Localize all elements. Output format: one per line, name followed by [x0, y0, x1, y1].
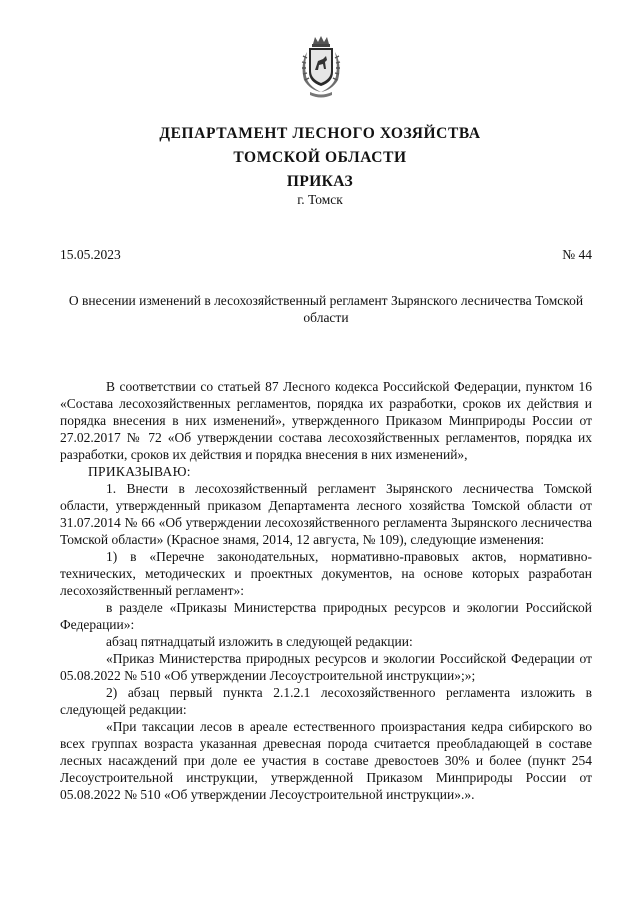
- document-subject: О внесении изменений в лесохозяйственный регламент Зырянского лесничества Томской области: [68, 293, 584, 325]
- paragraph-quote-1: «Приказ Министерства природных ресурсов и экологии Российской Федерации от 05.08.2022 № 510 «Об утверждении Лесоустроительной инструкции»;»;: [60, 651, 592, 683]
- paragraph-section: в разделе «Приказы Министерства природных ресурсов и экологии Российской Федерации»:: [60, 600, 592, 632]
- paragraph-item-1: 1. Внести в лесохозяйственный регламент Зырянского лесничества Томской области, утвержденный приказом Департамента лесного хозяйства Томской области от 31.07.2014 № 66 «Об утверждении лесохозяйственного регламента Зырянского лесничества Томской области» (Красное знамя, 2014, 12 августа, № 109), следующие изменения:: [60, 481, 592, 547]
- document-type: ПРИКАЗ: [286, 173, 354, 190]
- document-date: 15.05.2023: [60, 247, 121, 262]
- paragraph-quote-2: «При таксации лесов в ареале естественного произрастания кедра сибирского во всех группах возраста указанная древесная порода считается преобладающей в составе лесных насаждений при доле ее участия в составе древостоев 30% и более (пункт 254 Лесоустроительной инструкции, утвержденной Приказом Минприроды России от 05.08.2022 № 510 «Об утверждении Лесоустроительной инструкции».».: [60, 719, 592, 802]
- paragraph-preamble: В соответствии со статьей 87 Лесного кодекса Российской Федерации, пунктом 16 «Состава лесохозяйственных регламентов, порядка их разработки, сроков их действия и порядка внесения в них изменений», утвержденного Приказом Минприроды России от 27.02.2017 № 72 «Об утверждении состава лесохозяйственных регламентов, порядка их разработки, сроков их действия и порядка внесения в них изменений»,: [60, 379, 592, 462]
- city: г. Томск: [297, 192, 343, 207]
- paragraph-subitem-2: 2) абзац первый пункта 2.1.2.1 лесохозяйственного регламента изложить в следующей редакции:: [60, 685, 592, 717]
- document-number: № 44: [562, 247, 592, 262]
- department-title-line2: ТОМСКОЙ ОБЛАСТИ: [233, 149, 407, 166]
- paragraph-decree: ПРИКАЗЫВАЮ:: [88, 464, 191, 479]
- paragraph-abzac: абзац пятнадцатый изложить в следующей редакции:: [106, 634, 413, 649]
- coat-of-arms-icon: [296, 34, 346, 100]
- document-body: [60, 378, 592, 803]
- department-title-line1: ДЕПАРТАМЕНТ ЛЕСНОГО ХОЗЯЙСТВА: [159, 125, 481, 142]
- paragraph-subitem-1: 1) в «Перечне законодательных, нормативно-правовых актов, нормативно-технических, методических и проектных документов, на основе которых разработан лесохозяйственный регламент»:: [60, 549, 592, 598]
